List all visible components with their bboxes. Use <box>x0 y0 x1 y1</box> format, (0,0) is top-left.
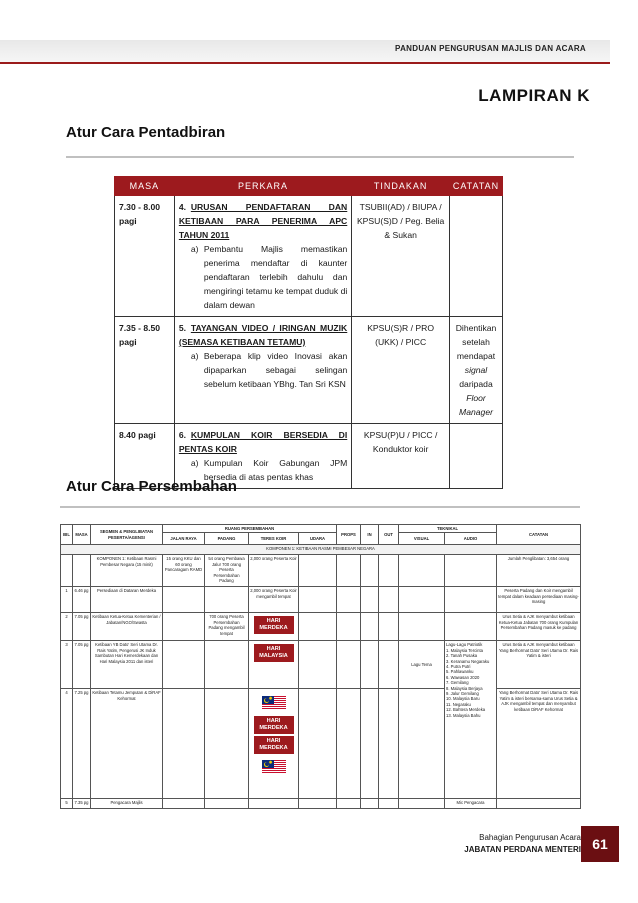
catatan-text-mid: daripada <box>459 379 493 389</box>
table-row <box>115 196 503 317</box>
empty-cell <box>163 641 205 689</box>
col-header-catatan: CATATAN <box>450 177 503 196</box>
empty-cell <box>299 799 337 809</box>
empty-cell <box>205 587 249 613</box>
songs-cell <box>445 641 497 799</box>
col-header-perkara: PERKARA <box>174 177 351 196</box>
perkara-cell <box>174 196 351 317</box>
table-row <box>61 641 581 689</box>
table-row <box>61 613 581 641</box>
visual-cell: Lagu Tema <box>399 641 445 689</box>
empty-cell <box>399 799 445 809</box>
empty-cell <box>163 689 205 799</box>
admin-schedule-table <box>114 176 503 489</box>
empty-cell <box>399 555 445 587</box>
bil-cell: 5 <box>61 799 73 809</box>
col-header-audio: AUDIO <box>445 533 497 545</box>
footer-line-2: JABATAN PERDANA MENTERI <box>464 845 581 854</box>
bil-cell: 2 <box>61 613 73 641</box>
empty-cell <box>379 555 399 587</box>
item-heading: TAYANGAN VIDEO / IRINGAN MUZIK (SEMASA KETIBAAN TETAMU) <box>178 323 348 347</box>
item-heading: KUMPULAN KOIR BERSEDIA DI PENTAS KOIR <box>178 430 348 454</box>
song-item: 10. Malaysia Baru <box>446 696 480 702</box>
empty-cell <box>497 799 581 809</box>
masa-cell: 7.25 pg <box>73 689 91 799</box>
show-section-title: Atur Cara Persembahan <box>66 478 237 495</box>
segmen-cell: Persediaan di Dataran Merdeka <box>91 587 163 613</box>
empty-cell <box>379 799 399 809</box>
col-header-udara: UDARA <box>299 533 337 545</box>
col-header-padang: PADANG <box>205 533 249 545</box>
header-rule <box>0 62 610 64</box>
empty-cell <box>337 689 361 799</box>
col-header-jalan-raya: JALAN RAYA <box>163 533 205 545</box>
appendix-label: LAMPIRAN K <box>478 86 590 105</box>
song-item: 8. Malaysia Berjaya <box>446 685 483 691</box>
empty-cell <box>399 689 445 799</box>
col-header-ruang: RUANG PERSEMBAHAN <box>163 525 337 533</box>
teres-cell <box>249 689 299 799</box>
empty-cell <box>299 555 337 587</box>
masa-cell: 7.30 - 8.00 pagi <box>115 196 175 317</box>
empty-cell <box>73 555 91 587</box>
empty-cell <box>299 613 337 641</box>
masa-cell: 7.05 pg <box>73 613 91 641</box>
table-row <box>115 317 503 424</box>
catatan-cell <box>450 424 503 489</box>
empty-cell <box>361 799 379 809</box>
empty-cell <box>205 641 249 689</box>
footer <box>417 826 581 862</box>
segmen-cell: Ketibaan YB Dato' Seri Utama Dr. Rais Yatim, Pengerusi JK Induk Sambutan Hari Kemerdekaan dan Hari Malaysia 2011 dan isteri <box>91 641 163 689</box>
col-header-masa: MASA <box>73 525 91 545</box>
tindakan-cell: TSUBII(AD) / BIUPA / KPSU(S)D / Peg. Belia & Sukan <box>352 196 450 317</box>
empty-cell <box>361 555 379 587</box>
empty-cell <box>205 689 249 799</box>
songs-title: Lagu-Lagu Patriotik <box>446 642 483 648</box>
empty-cell <box>163 587 205 613</box>
show-header-row-1 <box>61 525 581 533</box>
empty-cell <box>445 587 497 613</box>
catatan-cell: Urus Setia & AJK menyambut ketibaan Ketua-Ketua Jabatan 700 orang Kumpulan Persembahan Padang masuk ke padang <box>497 613 581 641</box>
empty-cell <box>399 587 445 613</box>
col-header-out: OUT <box>379 525 399 545</box>
empty-cell <box>61 555 73 587</box>
song-item: 9. Jalur Gemilang <box>446 691 479 697</box>
catatan-cell: Yang Berhormat Dato' Seri Utama Dr. Rais Yatim & isteri bersama-sama Urus Setia & AJK mengambil tempat dan menyambut ketibaan DiRAF Kehormat <box>497 689 581 799</box>
komponen-bar: KOMPONEN 1: KETIBAAN RASMI PEMBESAR NEGARA <box>61 545 581 555</box>
col-header-teknikal: TEKNIKAL <box>399 525 497 533</box>
hari-merdeka-banner: HARI MERDEKA <box>254 716 294 734</box>
empty-cell <box>205 799 249 809</box>
bil-cell: 3 <box>61 641 73 689</box>
catatan-cell <box>450 196 503 317</box>
col-header-catatan: CATATAN <box>497 525 581 545</box>
admin-header-row <box>115 177 503 196</box>
empty-cell <box>337 641 361 689</box>
table-row <box>61 555 581 587</box>
col-header-teres-koir: TERES KOIR <box>249 533 299 545</box>
empty-cell <box>361 613 379 641</box>
malaysia-flag-icon: ✸ <box>262 696 286 710</box>
segmen-cell: KOMPONEN 1: Ketibaan Rasmi Pembesar Negara (15 minit) <box>91 555 163 587</box>
empty-cell <box>299 689 337 799</box>
catatan-cell: Peserta Padang dan Koir mengambil tempat dalam keadaan persediaan masing-masing <box>497 587 581 613</box>
empty-cell <box>163 799 205 809</box>
col-header-visual: VISUAL <box>399 533 445 545</box>
segmen-cell: Ketibaan Ketua-Ketua Kementerian / Jabatan/NGO/Swasta <box>91 613 163 641</box>
col-header-props: PROPS <box>337 525 361 545</box>
teres-cell: 2,000 orang Peserta Koir mengambil tempat <box>249 587 299 613</box>
col-header-in: IN <box>361 525 379 545</box>
segmen-cell: Ketibaan Tetamu Jemputan & DiRAF Kehormat <box>91 689 163 799</box>
song-item: 11. Negaraku <box>446 701 471 707</box>
teres-cell <box>249 641 299 689</box>
masa-cell: 7.35 pg <box>73 799 91 809</box>
empty-cell <box>361 587 379 613</box>
catatan-italic-floor-manager: Floor Manager <box>459 393 493 417</box>
top-band <box>0 0 638 30</box>
song-item: 13. Malaysia Bahu <box>446 712 481 718</box>
col-header-masa: MASA <box>115 177 175 196</box>
footer-line-1: Bahagian Pengurusan Acara <box>479 833 581 842</box>
empty-cell <box>337 555 361 587</box>
catatan-text: Dihentikan setelah mendapat <box>455 323 497 361</box>
tindakan-cell: KPSU(S)R / PRO (UKK) / PICC <box>352 317 450 424</box>
sub-label: a) <box>190 458 199 468</box>
masa-cell: 7.35 - 8.50 pagi <box>115 317 175 424</box>
segmen-cell: Pengacara Majlis <box>91 799 163 809</box>
empty-cell <box>445 555 497 587</box>
header-title: PANDUAN PENGURUSAN MAJLIS DAN ACARA <box>395 44 586 53</box>
teres-cell: 2,000 orang Peserta Koir <box>249 555 299 587</box>
bil-cell: 1 <box>61 587 73 613</box>
table-row <box>61 689 581 799</box>
col-header-tindakan: TINDAKAN <box>352 177 450 196</box>
empty-cell <box>399 613 445 641</box>
song-item: 7. Gemilang <box>446 680 469 686</box>
show-section-rule <box>60 506 580 508</box>
item-number: 6. <box>178 430 186 440</box>
visual-cell: Mic Pengacara <box>445 799 497 809</box>
empty-cell <box>379 587 399 613</box>
show-schedule-table <box>60 524 581 809</box>
padang-cell: 700 orang Peserta Persembahan Padang mengambil tempat <box>205 613 249 641</box>
page-number: 61 <box>581 826 619 862</box>
sub-label: a) <box>190 351 199 361</box>
perkara-cell <box>174 317 351 424</box>
table-row <box>61 587 581 613</box>
item-number: 4. <box>178 202 186 212</box>
empty-cell <box>379 689 399 799</box>
empty-cell <box>249 799 299 809</box>
empty-cell <box>163 613 205 641</box>
sub-text: Kumpulan Koir Gabungan JPM bersedia di atas pentas khas <box>203 458 348 482</box>
catatan-cell <box>450 317 503 424</box>
item-number: 5. <box>178 323 186 333</box>
empty-cell <box>337 587 361 613</box>
table-row <box>61 799 581 809</box>
song-item: 4. Putra Putri <box>446 664 471 670</box>
masa-cell: 8.40 pagi <box>115 424 175 489</box>
catatan-cell: Jumlah Penglibatan: 3,654 orang <box>497 555 581 587</box>
empty-cell <box>299 587 337 613</box>
empty-cell <box>379 613 399 641</box>
song-item: 12. Bahtera Merdeka <box>446 707 486 713</box>
teres-cell <box>249 613 299 641</box>
sub-label: a) <box>190 244 199 254</box>
song-item: 2. Tanah Pusaka <box>446 653 478 659</box>
empty-cell <box>379 641 399 689</box>
col-header-segmen: SEGMEN & PENGLIBATAN PESERTA/AGENSI <box>91 525 163 545</box>
song-item: 1. Malaysia Tercinta <box>446 647 483 653</box>
hari-malaysia-banner: HARI MALAYSIA <box>254 644 294 662</box>
komponen-bar-row <box>61 545 581 555</box>
item-heading: URUSAN PENDAFTARAN DAN KETIBAAN PARA PENERIMA APC TAHUN 2011 <box>178 202 348 240</box>
empty-cell <box>445 613 497 641</box>
catatan-italic-signal: signal <box>464 365 488 375</box>
song-item: 3. Keranamu Negaraku <box>446 658 490 664</box>
empty-cell <box>337 613 361 641</box>
malaysia-flag-icon: ✸ <box>262 760 286 774</box>
tindakan-cell: KPSU(P)U / PICC / Konduktor koir <box>352 424 450 489</box>
masa-cell: 7.05 pg <box>73 641 91 689</box>
admin-section-rule <box>66 156 574 158</box>
admin-section-title: Atur Cara Pentadbiran <box>66 124 226 141</box>
jalan-raya-cell: 15 orang KKU dan 60 orang Pancaragam RAMD <box>163 555 205 587</box>
padang-cell: 54 orang Pembawa Jalur 700 orang Peserta Persembahan Padang <box>205 555 249 587</box>
empty-cell <box>299 641 337 689</box>
song-item: 5. Pahlawanku <box>446 669 474 675</box>
empty-cell <box>337 799 361 809</box>
masa-cell: 6.46 pg <box>73 587 91 613</box>
hari-merdeka-banner: HARI MERDEKA <box>254 736 294 754</box>
sub-text: Pembantu Majlis memastikan penerima mendaftar di kaunter pendaftaran terlebih dahulu dan mengiringi tetamu ke tempat duduk di dalam dewan <box>203 244 348 310</box>
col-header-bil: BIL <box>61 525 73 545</box>
empty-cell <box>361 689 379 799</box>
empty-cell <box>361 641 379 689</box>
catatan-cell: Urus Setia & AJK menyambut ketibaan Yang Berhormat Dato' Seri Utama Dr. Rais Yatim & isteri <box>497 641 581 689</box>
bil-cell: 4 <box>61 689 73 799</box>
hari-merdeka-banner: HARI MERDEKA <box>254 616 294 634</box>
song-item: 6. Wawasan 2020 <box>446 674 480 680</box>
sub-text: Beberapa klip video Inovasi akan dipaparkan sebagai selingan sebelum ketibaan YBhg. Tan Sri KSN <box>203 351 348 389</box>
